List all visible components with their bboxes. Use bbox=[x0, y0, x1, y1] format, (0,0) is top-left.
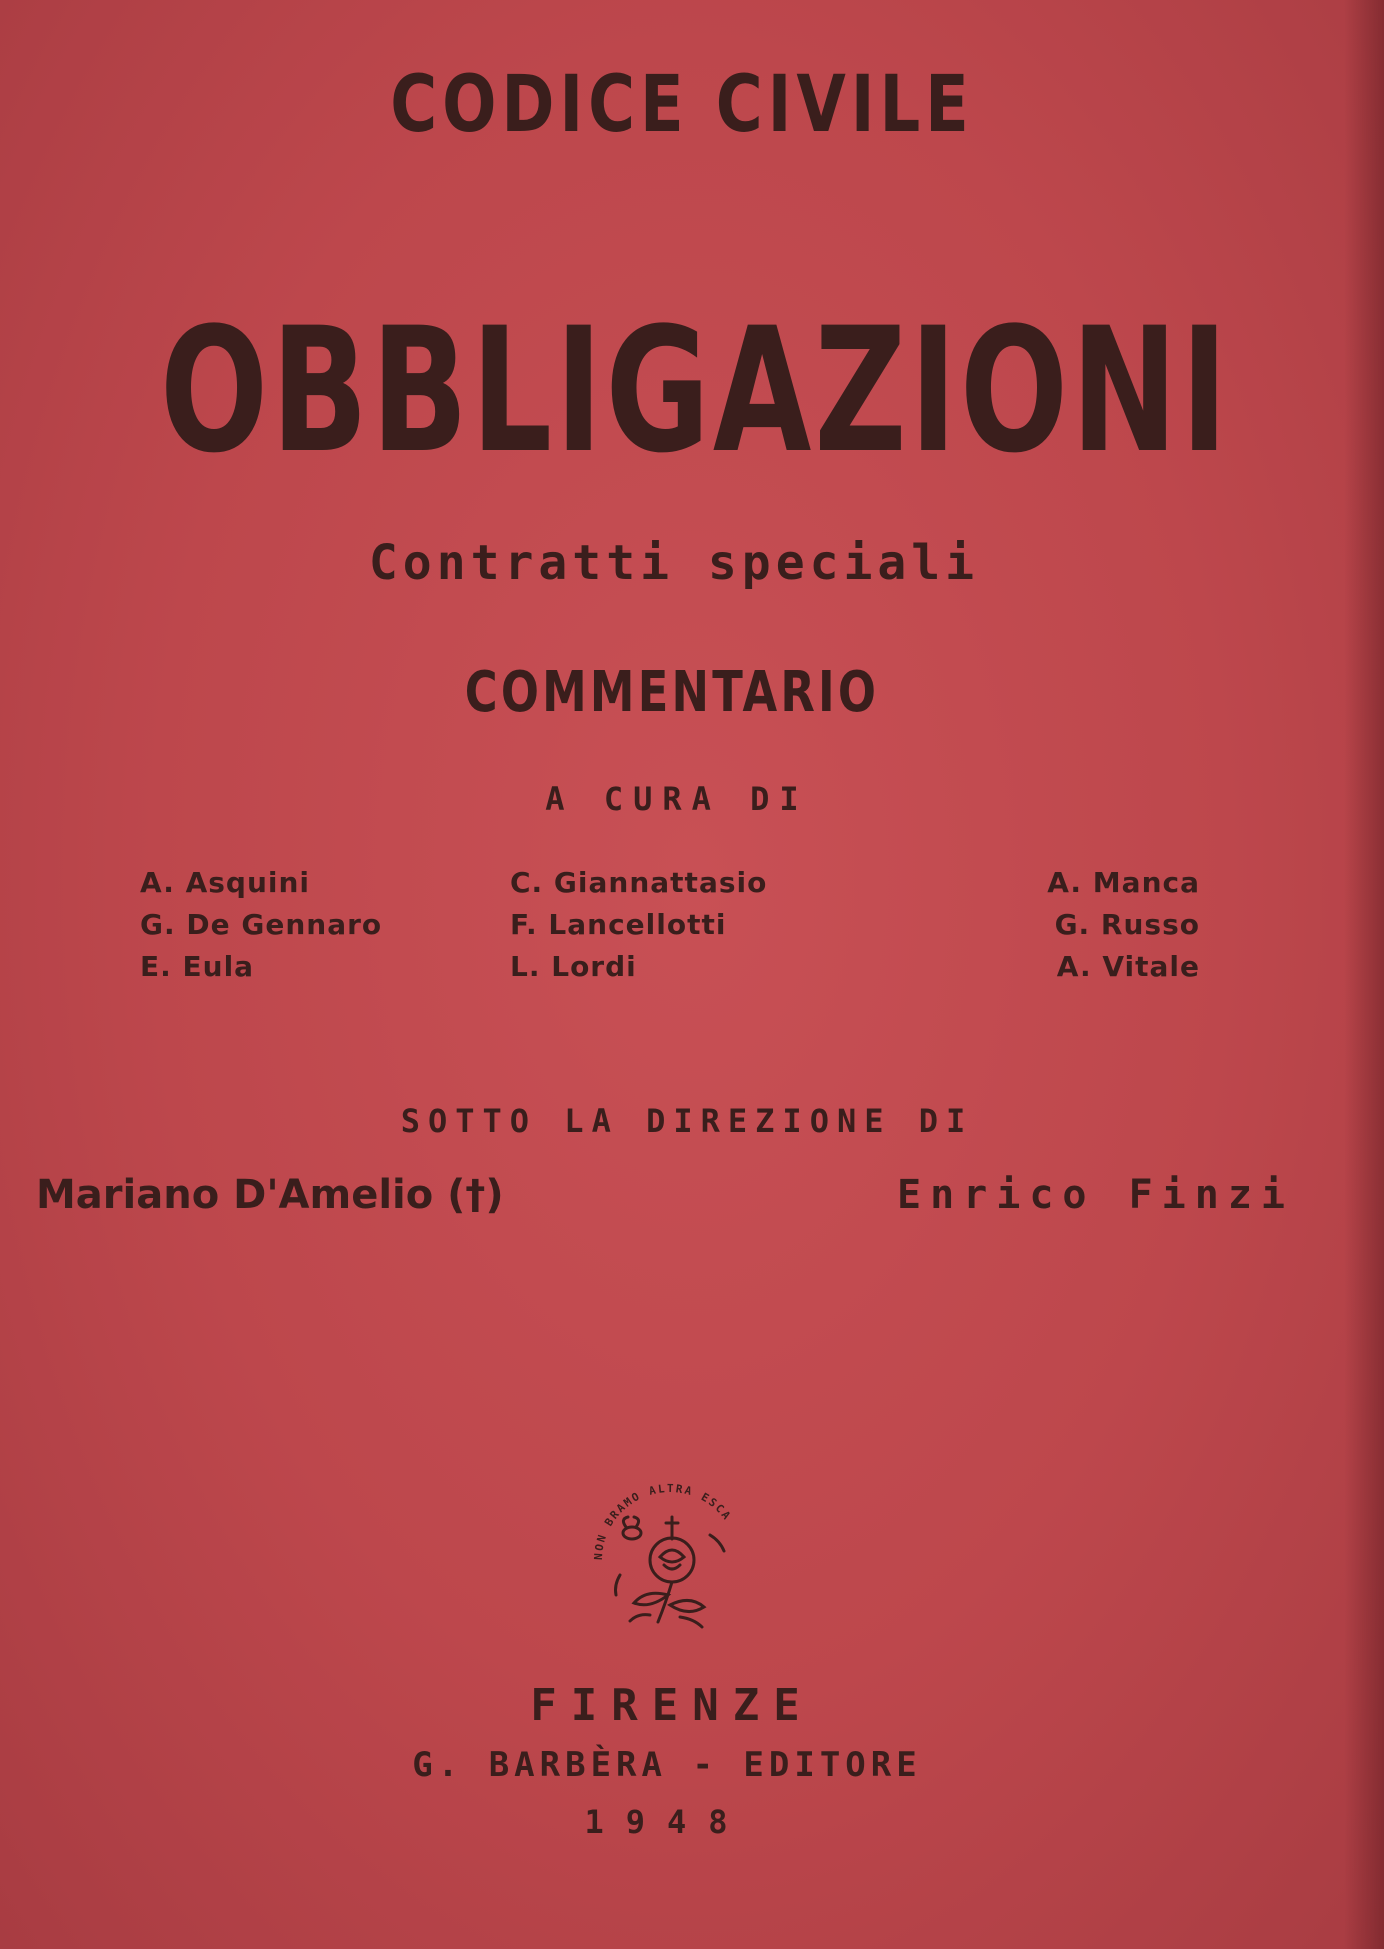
editor-name: A. Asquini bbox=[140, 866, 311, 899]
work-type: COMMENTARIO bbox=[464, 660, 880, 725]
svg-text:NON BRAMO ALTRA ESCA bbox=[592, 1482, 734, 1560]
emblem-motto: NON BRAMO ALTRA ESCA bbox=[591, 1481, 735, 1561]
publication-year: 1948 bbox=[584, 1803, 750, 1841]
direction-label: SOTTO LA DIREZIONE DI bbox=[400, 1102, 974, 1140]
edited-by-label: A CURA DI bbox=[545, 780, 809, 818]
publisher-city: FIRENZE bbox=[530, 1680, 814, 1731]
editor-name: C. Giannattasio bbox=[510, 866, 768, 899]
editors-list bbox=[140, 866, 1200, 996]
editor-name: G. De Gennaro bbox=[140, 908, 383, 941]
main-title: OBBLIGAZIONI bbox=[159, 290, 1231, 491]
editor-name: A. Manca bbox=[1047, 866, 1200, 899]
editor-name: G. Russo bbox=[1054, 908, 1200, 941]
editor-name: F. Lancellotti bbox=[510, 908, 727, 941]
editor-name: A. Vitale bbox=[1056, 950, 1200, 983]
director-name: Mariano D'Amelio (†) bbox=[36, 1172, 504, 1218]
publisher-emblem-icon bbox=[580, 1465, 760, 1640]
series-title: CODICE CIVILE bbox=[390, 60, 974, 150]
subtitle: Contratti speciali bbox=[368, 535, 980, 591]
editor-name: E. Eula bbox=[140, 950, 255, 983]
cover-edge-shadow bbox=[1344, 0, 1384, 1949]
director-name: Enrico Finzi bbox=[897, 1172, 1294, 1218]
publisher-name: G. BARBÈRA - EDITORE bbox=[412, 1745, 922, 1785]
editor-name: L. Lordi bbox=[510, 950, 637, 983]
